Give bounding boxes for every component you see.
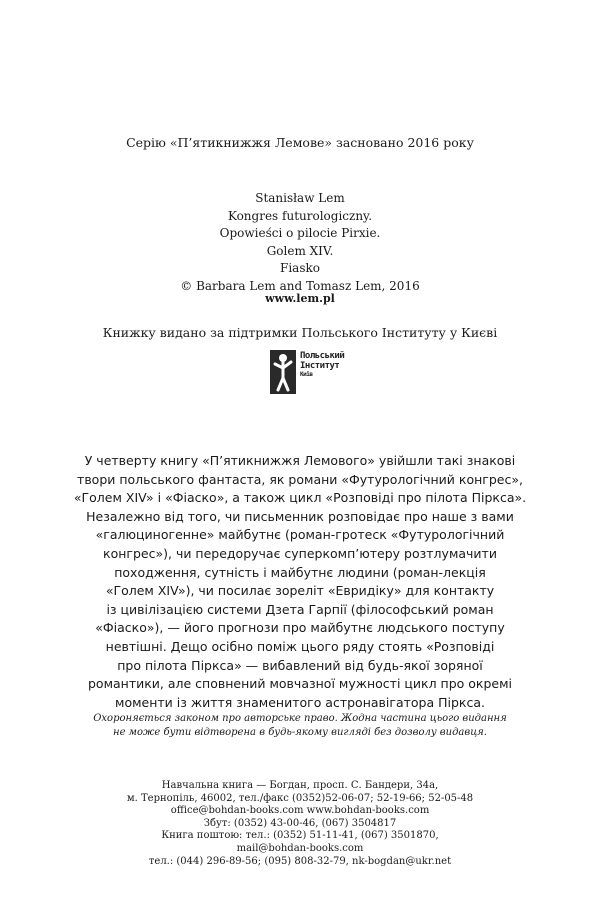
copyright-notice (0, 712, 600, 740)
publisher-email[interactable]: mail@bohdan-books.com (236, 842, 364, 854)
author-name: Stanisław Lem (255, 191, 345, 205)
polish-institute-figure-icon (270, 350, 296, 394)
publisher-line: Навчальна книга — Богдан, просп. С. Бандери, 34а, (161, 780, 439, 791)
polish-institute-wordmark (300, 351, 345, 379)
original-copyright: © Barbara Lem and Tomasz Lem, 2016 (180, 278, 420, 293)
book-description (0, 452, 600, 712)
publisher-info (0, 780, 600, 868)
description-line: походження, сутність і майбутнє людини (роман-лекція (114, 564, 486, 580)
original-title-1: Kongres futurologiczny. (227, 208, 373, 223)
description-line: «галюциногенне» майбутнє (роман-гротеск «Футурологічний (95, 527, 505, 543)
description-line: із цивілізацією системи Дзета Гарпії (філософський роман (106, 601, 494, 617)
polish-institute-logo (270, 350, 345, 396)
series-note: Серію «П’ятикнижжя Лемове» засновано 2016 року (126, 135, 474, 150)
website-link[interactable]: www.lem.pl (265, 292, 335, 305)
description-line: твори польського фантаста, як романи «Футурологічний конгрес», (77, 471, 523, 487)
publisher-line: тел.: (044) 296-89-56; (095) 808-32-79, nk-bogdan@ukr.net (148, 855, 452, 867)
publisher-line: м. Тернопіль, 46002, тел./факс (0352)52-06-07; 52-19-66; 52-05-48 (126, 792, 474, 804)
description-line: «Голем XIV»), чи посилає зореліт «Евридіку» для контакту (105, 583, 495, 599)
copyright-line: Охороняється законом про авторське право. Жодна частина цього видання (93, 713, 507, 724)
publisher-line: Збут: (0352) 43-00-46, (067) 3504817 (203, 817, 397, 829)
description-line: Незалежно від того, чи письменник розповідає про наше з вами (86, 508, 514, 524)
support-note: Книжку видано за підтримки Польського Інституту у Києві (102, 325, 498, 340)
logo-line-2: Інститут (300, 361, 340, 371)
original-title-3: Golem XIV. (266, 243, 334, 258)
copyright-line: не може бути відтворена в будь-якому вигляді без дозволу видавця. (113, 727, 487, 738)
description-line: романтики, але сповнений мовчазної мужності цикл про окремі (87, 676, 512, 692)
logo-line-1: Польський (300, 351, 345, 361)
description-line: конгрес»), чи передоручає суперкомп’ютеру розтлумачити (103, 545, 497, 561)
original-title-4: Fiasko (280, 261, 320, 275)
description-line: невтішні. Дещо осібно поміж цього ряду стоять «Розповіді (105, 638, 495, 654)
original-credits (0, 190, 600, 295)
publisher-contact-line[interactable]: office@bohdan-books.com www.bohdan-books.com (170, 805, 430, 817)
description-line: У четверту книгу «П’ятикнижжя Лемового» увійшли такі знакові (84, 453, 516, 468)
description-line: «Фіаско»), — його прогнози про майбутнє людського поступу (95, 620, 505, 636)
original-title-2: Opowieści o pilocie Pirxie. (219, 226, 381, 240)
publisher-line: Книга поштою: тел.: (0352) 51-11-41, (067) 3501870, (161, 830, 439, 842)
description-line: про пілота Піркса» — вибавлений від будь-якої зоряної (117, 657, 483, 673)
logo-line-3: Київ (300, 371, 313, 378)
description-line: моменти із життя знаменитого астронавігатора Піркса. (115, 694, 485, 710)
description-line: «Голем XIV» і «Фіаско», а також цикл «Розповіді про пілота Піркса». (73, 490, 527, 506)
